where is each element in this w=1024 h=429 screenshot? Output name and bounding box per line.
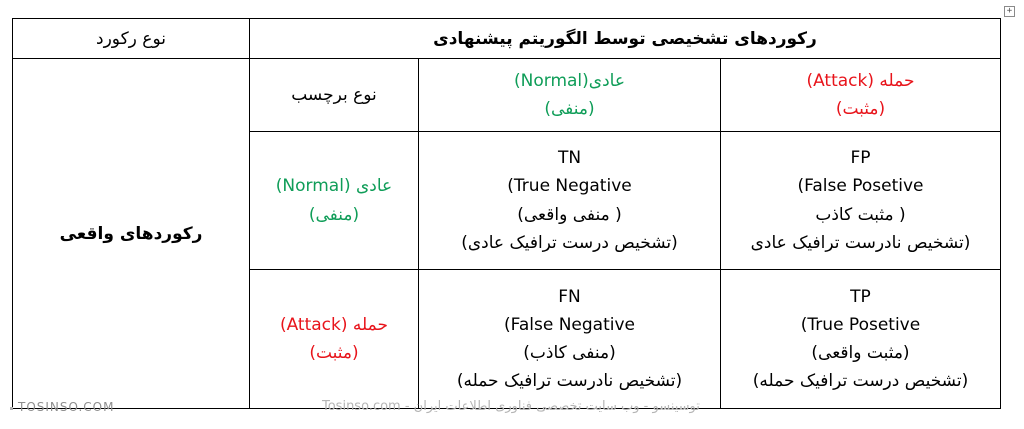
predicted-attack-line2: (مثبت) — [835, 99, 886, 119]
predicted-attack-line1 — [721, 67, 1000, 95]
confusion-matrix-table — [12, 18, 1001, 409]
actual-normal-line2: (منفی) — [308, 204, 360, 225]
label-type-text: نوع برچسب — [291, 85, 377, 105]
actual-attack-line2: (مثبت) — [309, 343, 359, 363]
actual-attack-en: (Attack) — [279, 314, 348, 335]
fn-fa: (منفی کاذب) — [523, 343, 616, 363]
actual-records-cell — [13, 59, 250, 409]
actual-normal-cell — [250, 132, 419, 270]
fn-full: (False Negative — [503, 314, 635, 335]
tp-fa: (مثبت واقعی) — [811, 343, 910, 363]
fp-desc: (تشخیص نادرست ترافیک عادی — [750, 232, 971, 253]
tn-abbr: TN — [557, 148, 582, 169]
predicted-normal-line1 — [419, 67, 720, 95]
actual-normal-line1 — [250, 172, 418, 200]
tp-cell — [721, 270, 1001, 409]
predicted-normal-fa: عادی — [588, 70, 625, 91]
tp-abbr: TP — [850, 286, 871, 307]
actual-attack-line1 — [250, 311, 418, 339]
fp-fa: ( مثبت کاذب — [815, 204, 906, 225]
actual-attack-cell — [250, 270, 419, 409]
table-header-row — [13, 19, 1001, 59]
actual-attack-fa: حمله — [352, 314, 389, 335]
predicted-attack-en: (Attack) — [806, 70, 875, 91]
tn-fa: ( منفی واقعی) — [517, 204, 622, 225]
diagnosed-records-title: رکوردهای تشخیصی توسط الگوریتم پیشنهادی — [433, 28, 817, 49]
actual-normal-fa: عادی — [355, 176, 393, 197]
record-type-header — [13, 19, 250, 59]
fp-cell — [721, 132, 1001, 270]
fn-cell — [419, 270, 721, 409]
diagnosed-records-header — [250, 19, 1001, 59]
table-move-handle[interactable]: + — [1004, 6, 1015, 17]
watermark-left: TOSINSO.COM — [18, 400, 115, 414]
tp-desc: (تشخیص درست ترافیک حمله) — [752, 371, 969, 392]
predicted-labels-row — [13, 59, 1001, 132]
predicted-normal-cell — [419, 59, 721, 132]
tn-cell — [419, 132, 721, 270]
fn-desc: (تشخیص نادرست ترافیک حمله) — [456, 371, 683, 392]
predicted-attack-cell — [721, 59, 1001, 132]
watermark-center: توسینسو - وب سایت تخصصی فناوری اطلاعات ایران - Tosinso.com — [322, 399, 700, 414]
predicted-attack-fa: حمله — [879, 70, 915, 91]
fp-full: (False Posetive — [797, 176, 924, 197]
predicted-normal-line2: (منفی) — [544, 99, 595, 119]
tn-desc: (تشخیص درست ترافیک عادی) — [461, 232, 678, 253]
actual-records-label: رکوردهای واقعی — [59, 223, 203, 244]
tn-full: (True Negative — [507, 176, 632, 197]
watermark-dot — [10, 407, 13, 410]
label-type-cell — [250, 59, 419, 132]
tp-full: (True Posetive — [800, 314, 921, 335]
actual-normal-en: (Normal) — [275, 176, 351, 197]
record-type-label: نوع رکورد — [96, 28, 166, 49]
fp-abbr: FP — [850, 148, 871, 169]
fn-abbr: FN — [558, 286, 581, 307]
predicted-normal-en: (Normal) — [514, 70, 589, 91]
